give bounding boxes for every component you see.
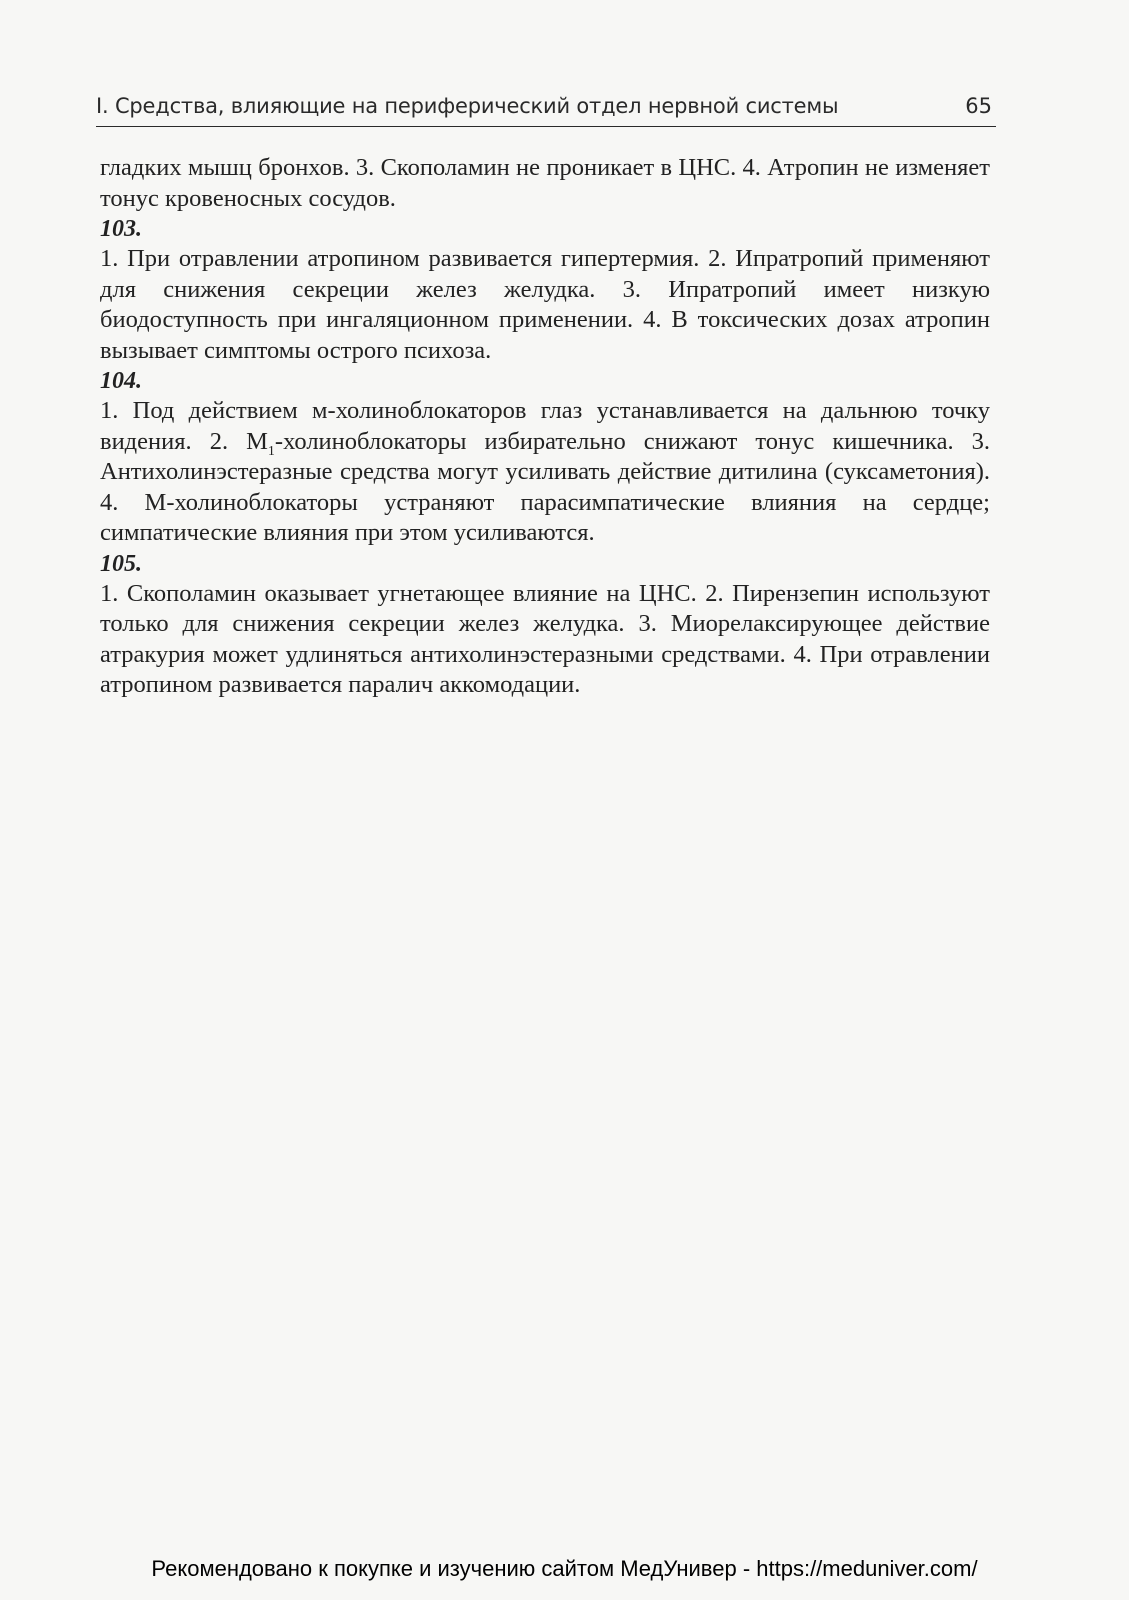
subscript-1: 1 xyxy=(267,443,275,459)
question-text-105: 1. Скополамин оказывает угнетающее влияние на ЦНС. 2. Пирензепин используют только для снижения секреции желез желудка. 3. Миорелаксирующее действие атракурия может удлиняться антихолинэстеразными средствами. 4. При отравлении атропином развивается паралич аккомодации. xyxy=(100,579,990,698)
question-number-103: 103. xyxy=(100,216,142,242)
question-number-105: 105. xyxy=(100,550,142,577)
question-number-104: 104. xyxy=(100,368,142,394)
main-text xyxy=(100,153,990,701)
footer-recommendation: Рекомендовано к покупке и изучению сайтом МедУнивер - https://meduniver.com/ xyxy=(151,1556,978,1581)
page-number: 65 xyxy=(965,94,992,118)
question-text-103: 1. При отравлении атропином развивается гипертермия. 2. Ипратропий применяют для снижения секреции желез желудка. 3. Ипратропий имеет низкую биодоступность при ингаляционном применении. 4. В токсических дозах атропин вызывает симптомы острого психоза. xyxy=(100,245,990,364)
chapter-title: I. Средства, влияющие на периферический отдел нервной системы xyxy=(96,94,839,118)
question-text-104-part2: -холиноблокаторы избирательно снижают тонус кишечника. 3. Антихолинэстеразные средства могут усиливать действие дитилина (суксаметония). 4. М-холиноблокаторы устраняют парасимпатические влияния на сердце; симпатические влияния при этом усиливаются. xyxy=(100,427,990,546)
continued-paragraph: гладких мышц бронхов. 3. Скополамин не проникает в ЦНС. 4. Атропин не изменяет тонус кровеносных сосудов. xyxy=(100,154,990,212)
question-text-104 xyxy=(100,396,990,549)
running-header xyxy=(96,92,996,127)
question-text-104-part1: 1. Под действием м-холиноблокаторов глаз устанавливается на дальнюю точку видения. 2. М xyxy=(100,397,990,455)
